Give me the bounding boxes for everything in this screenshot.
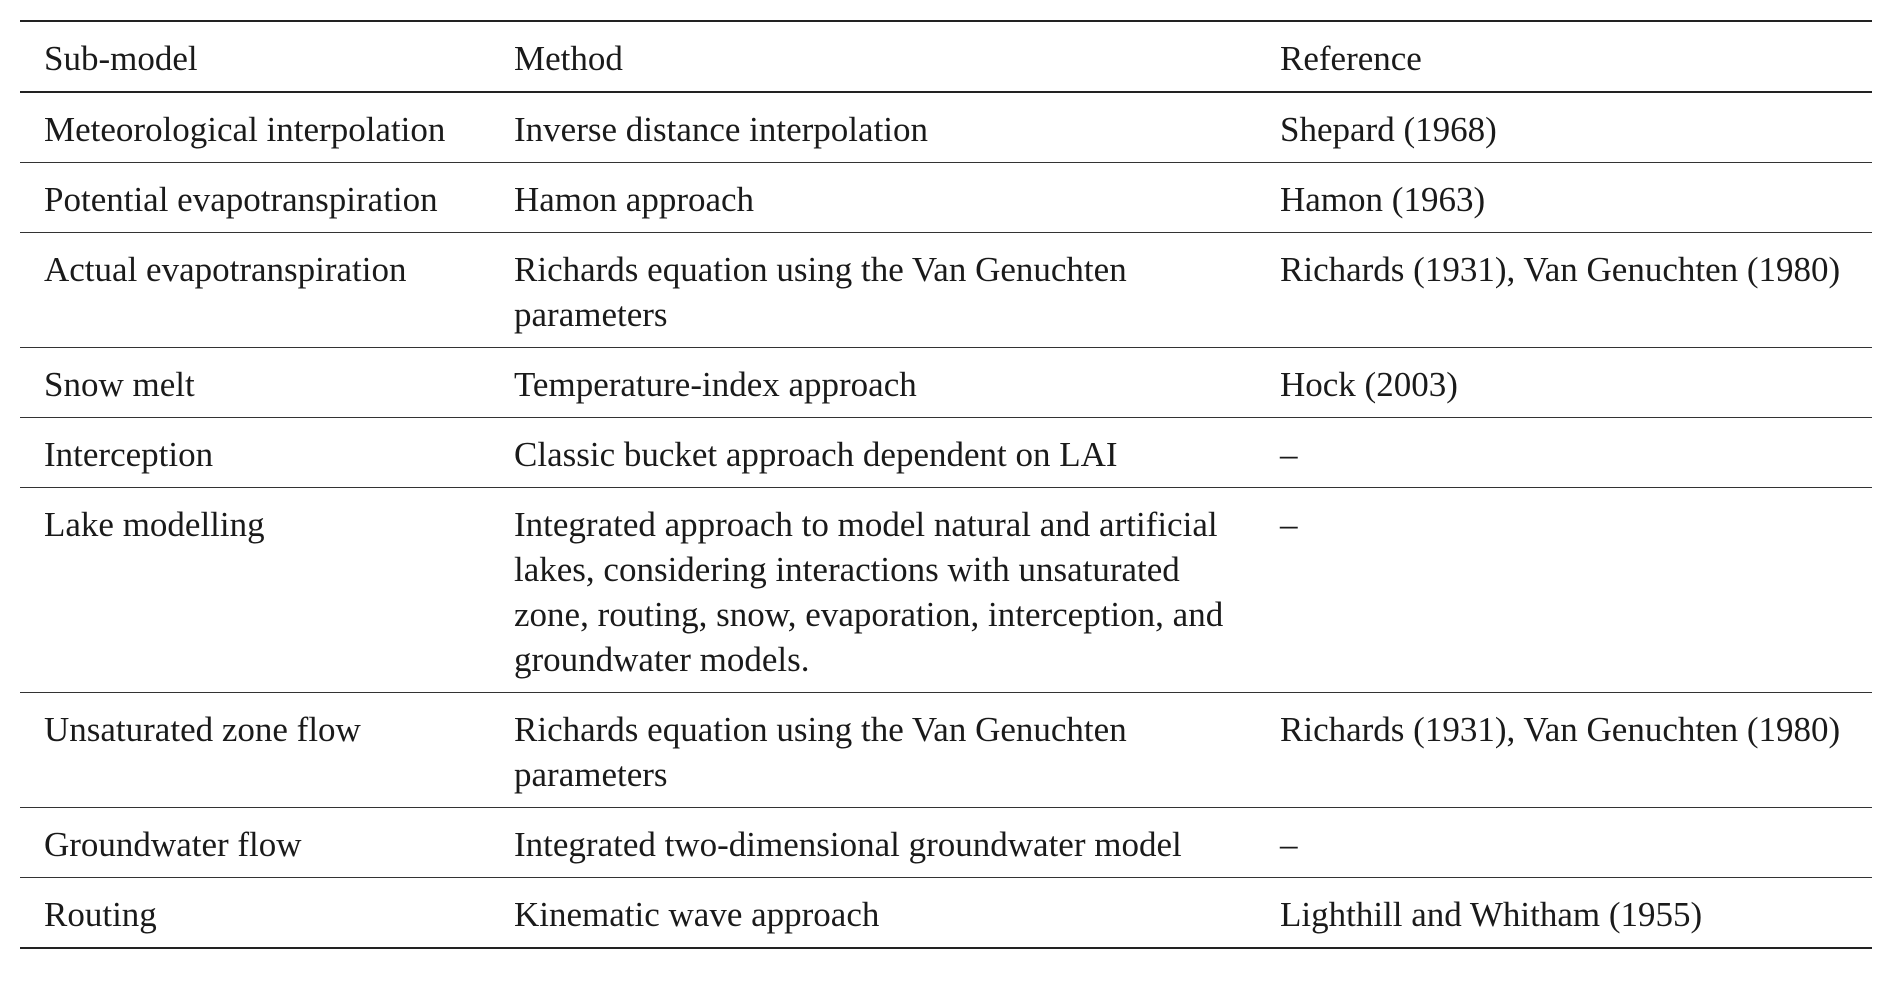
cell-reference: Richards (1931), Van Genuchten (1980)	[1280, 693, 1872, 808]
table-row	[20, 418, 1872, 488]
cell-sub-model: Groundwater flow	[20, 808, 514, 878]
cell-method: Kinematic wave approach	[514, 878, 1280, 949]
submodel-table	[20, 20, 1872, 949]
cell-sub-model: Unsaturated zone flow	[20, 693, 514, 808]
cell-reference: Richards (1931), Van Genuchten (1980)	[1280, 233, 1872, 348]
cell-sub-model: Actual evapotranspiration	[20, 233, 514, 348]
cell-method: Temperature-index approach	[514, 348, 1280, 418]
table-row	[20, 92, 1872, 163]
table-row	[20, 808, 1872, 878]
cell-method: Hamon approach	[514, 163, 1280, 233]
submodel-table-container	[20, 20, 1872, 949]
cell-method: Richards equation using the Van Genuchten parameters	[514, 233, 1280, 348]
table-row	[20, 163, 1872, 233]
cell-reference: –	[1280, 418, 1872, 488]
cell-reference: Lighthill and Whitham (1955)	[1280, 878, 1872, 949]
table-row	[20, 233, 1872, 348]
table-row	[20, 878, 1872, 949]
cell-sub-model: Interception	[20, 418, 514, 488]
cell-reference: Hamon (1963)	[1280, 163, 1872, 233]
cell-reference: –	[1280, 488, 1872, 693]
cell-method: Integrated two-dimensional groundwater model	[514, 808, 1280, 878]
cell-sub-model: Lake modelling	[20, 488, 514, 693]
cell-reference: –	[1280, 808, 1872, 878]
table-row	[20, 348, 1872, 418]
header-sub-model: Sub-model	[20, 21, 514, 92]
cell-reference: Shepard (1968)	[1280, 92, 1872, 163]
header-method: Method	[514, 21, 1280, 92]
cell-method: Inverse distance interpolation	[514, 92, 1280, 163]
table-row	[20, 693, 1872, 808]
cell-method: Richards equation using the Van Genuchten parameters	[514, 693, 1280, 808]
cell-reference: Hock (2003)	[1280, 348, 1872, 418]
cell-sub-model: Snow melt	[20, 348, 514, 418]
table-header-row	[20, 21, 1872, 92]
cell-sub-model: Routing	[20, 878, 514, 949]
cell-method: Integrated approach to model natural and artificial lakes, considering interactions with unsaturated zone, routing, snow, evaporation, interception, and groundwater models.	[514, 488, 1280, 693]
header-reference: Reference	[1280, 21, 1872, 92]
cell-sub-model: Potential evapotranspiration	[20, 163, 514, 233]
cell-sub-model: Meteorological interpolation	[20, 92, 514, 163]
table-row	[20, 488, 1872, 693]
cell-method: Classic bucket approach dependent on LAI	[514, 418, 1280, 488]
